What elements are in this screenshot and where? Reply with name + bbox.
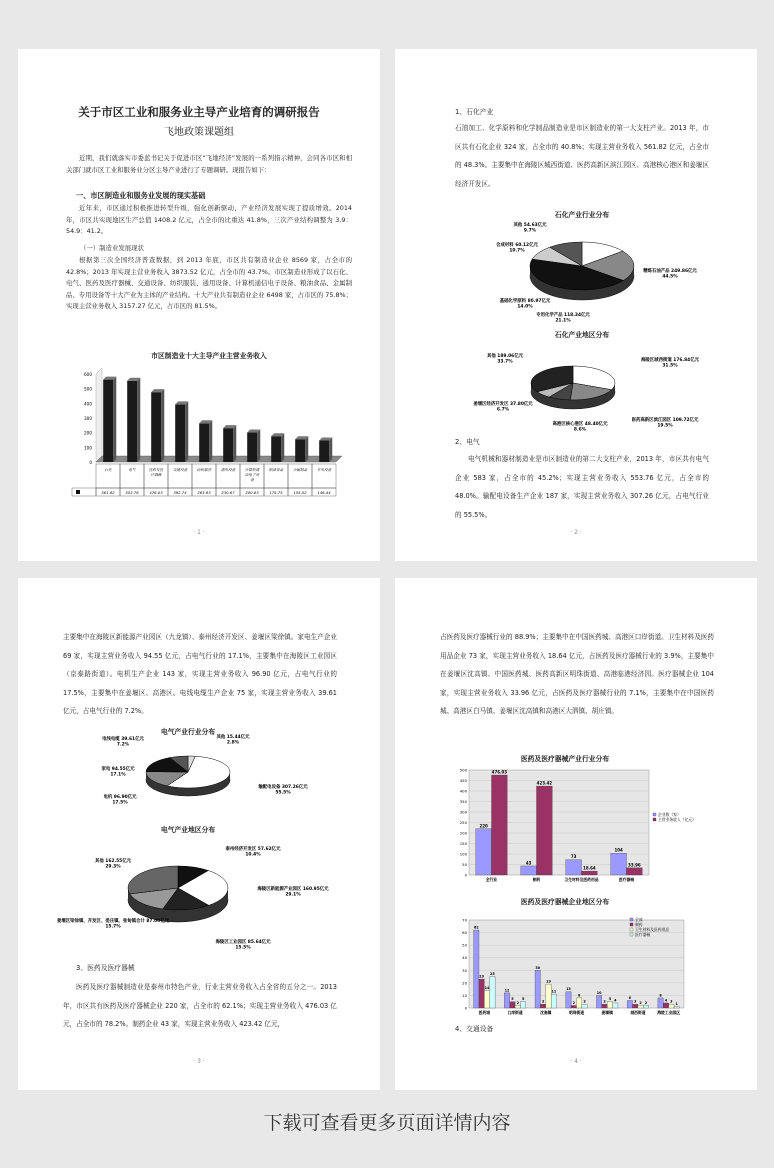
bar [474, 930, 479, 1008]
document-page-3 [18, 578, 380, 1090]
data-label: 175.75 [269, 490, 283, 495]
download-more-banner[interactable]: 下载可查看更多页面详情内容 [263, 1112, 511, 1134]
data-label: 230.67 [221, 490, 235, 495]
legend-swatch [76, 490, 80, 494]
x-tick-label: 通用设备 [220, 468, 236, 472]
data-label: 5 [511, 997, 514, 1002]
slice-label: 基础化学原料 80.97亿元 [499, 299, 551, 304]
x-tick-label: 海陵工业园区 [657, 1010, 681, 1015]
slice-label: 精炼石油产品 249.86亿元 [643, 269, 697, 274]
data-label: 392.74 [173, 490, 187, 495]
x-tick-label: 明珠街道 [568, 1010, 585, 1015]
bar [515, 1005, 520, 1008]
bar-chart-pharma-region [455, 908, 705, 1018]
page-number: · 1 · [193, 529, 205, 536]
document-page-1 [18, 49, 380, 561]
page-number: · 3 · [193, 1058, 205, 1065]
bar [476, 829, 492, 875]
bar [492, 775, 508, 875]
slice-label: 专用化学产品 118.34亿元 [536, 313, 590, 318]
slice-percent: 29.3% [105, 864, 121, 870]
bar [658, 998, 663, 1008]
bar [551, 994, 556, 1008]
data-label: 4 [614, 998, 617, 1003]
page-number: · 2 · [570, 529, 582, 536]
bar [571, 1005, 576, 1008]
bar [596, 995, 601, 1008]
data-label: 8 [578, 993, 581, 998]
slice-label: 海陵区工业园区 85.64亿元 [215, 940, 271, 945]
y-tick-label: 100 [459, 851, 467, 857]
y-tick-label: 150 [459, 841, 467, 846]
slice-label: 其他 15.44亿元 [216, 735, 250, 740]
data-label: 25 [490, 972, 495, 977]
x-tick-label: 制药 [532, 877, 541, 882]
y-tick-label: 300 [459, 809, 467, 815]
bar [490, 977, 495, 1008]
data-label: 3 [583, 999, 586, 1004]
data-label: 4 [664, 998, 668, 1003]
legend-label: 主营业务收入（亿元） [658, 817, 696, 822]
plot-area [469, 920, 684, 1008]
bar [546, 984, 551, 1008]
bar [535, 970, 540, 1008]
slice-percent: 8.6% [573, 427, 587, 433]
y-tick-label: 70 [462, 917, 467, 923]
bar [643, 1005, 648, 1008]
slice-label: 合成材料 60.12亿元 [496, 243, 538, 248]
data-label: 23 [479, 974, 485, 979]
section-heading: 4、交通设备 [455, 1025, 494, 1033]
data-label: 12 [504, 988, 510, 993]
y-tick-label: 40 [462, 955, 467, 961]
slice-percent: 17.1% [110, 772, 126, 778]
paragraph: 电气机械和器材制造业是市区制造业的第二大支柱产业，2013 年，市区共有电气企业 583 家，占全市的 45.2%；实现主营业务收入 553.76 亿元，占全市的 48.0%。输配电设备生产企业 187 家，实现主营业务收入 307.26 亿元，占电气行业的 55.5%。 [455, 455, 709, 519]
slice-label: 其他 189.06亿元 [486, 354, 524, 359]
legend-swatch [630, 918, 633, 921]
bar [582, 871, 598, 875]
bar [127, 381, 137, 462]
data-label: 11 [551, 989, 557, 994]
pie-chart-electrical-region [56, 840, 329, 951]
x-tick-label: 卫生材料及医药用品 [564, 877, 599, 882]
bar [566, 860, 582, 875]
y-tick-label: 60 [462, 930, 467, 936]
bar [271, 436, 281, 462]
page-number: · 4 · [570, 1058, 582, 1065]
y-tick-label: 0 [89, 460, 92, 465]
data-label: 8 [659, 993, 662, 998]
document-page-2 [395, 49, 757, 561]
x-tick-label: 粮油食品 [268, 468, 284, 472]
data-label: 104 [614, 847, 623, 853]
slice-percent: 10.4% [245, 852, 261, 858]
chart-title: 电气产业地区分布 [160, 826, 216, 834]
legend-label: 卫生材料及医药用品 [635, 927, 670, 932]
y-tick-label: 500 [84, 386, 92, 392]
data-label: 43 [525, 860, 532, 866]
y-tick-label: 200 [84, 430, 92, 436]
x-tick-label: 全行业 [485, 877, 498, 882]
bar [479, 979, 484, 1008]
slice-label: 医药高新区滨江园区 109.72亿元 [631, 418, 699, 423]
slice-label: 高港区核心港区 48.40亿元 [552, 422, 608, 427]
pie-chart-petrochemical-region [455, 343, 709, 431]
data-label: 5 [608, 997, 612, 1002]
section-heading: 2、电气 [455, 438, 480, 446]
bar [540, 1004, 545, 1008]
bar-side [305, 436, 308, 462]
bar [669, 1004, 674, 1008]
slice-percent: 15.7% [105, 924, 121, 930]
bar [627, 1000, 632, 1008]
slice-percent: 2.8% [226, 740, 240, 746]
data-label: 62 [473, 925, 479, 930]
data-label: 476.03 [149, 490, 163, 495]
x-tick-label-cont: 疗器械 [150, 473, 162, 477]
slice-percent: 15.5% [235, 945, 251, 951]
y-tick-label: 500 [459, 767, 467, 773]
bar-side [257, 430, 260, 462]
bar-side [233, 425, 236, 462]
bar [627, 868, 643, 875]
legend-label: 全部 [635, 917, 643, 922]
data-label: 30 [535, 965, 541, 970]
slice-percent: 33.7% [497, 359, 513, 365]
x-tick-label: 城西街道 [630, 1010, 646, 1015]
bar [607, 1002, 612, 1008]
data-label: 423.42 [536, 780, 553, 786]
bar [582, 1004, 587, 1008]
data-label: 2 [516, 1000, 519, 1005]
paragraph-2: 根据第三次全国经济普查数据，到 2013 年底，市区共有制造业企业 8569 家，占全市的 42.8%；2013 年实现主营业务收入 3873.52 亿元，占全市的 43.7%。市区制造业形成了以石化、电气、医药及医疗器械、交通设备、纺织服装、通用设备、计算机通信电子设备、粮油食品、金属制品、专用设备等十大产业为主体的产业结构。十大产业共有制造业企业 6498 家，占市区的 75.8%；实现主营业务收入 3157.27 亿元，占市区的 81.5%。 [66, 256, 352, 311]
data-label: 33.96 [628, 862, 641, 868]
section-heading: 3、医药及医疗器械 [76, 964, 135, 972]
bar [521, 866, 537, 875]
x-tick-label-cont: 信电子设 [244, 473, 260, 477]
chart-title: 石化产业地区分布 [554, 331, 610, 339]
legend-swatch [653, 813, 656, 816]
bar [577, 998, 582, 1008]
x-tick-label-cont: 备 [250, 478, 254, 482]
slice-percent: 14.0% [517, 304, 533, 310]
slice-percent: 19.5% [657, 423, 673, 429]
bar-side [161, 389, 164, 462]
data-label: 1 [675, 1002, 678, 1007]
slice-label: 海陵区新能源产业园区 160.95亿元 [257, 887, 329, 892]
chart-side-wall [96, 368, 102, 462]
bar [674, 1007, 679, 1008]
x-tick-label: 专用设备 [316, 468, 332, 472]
bar [175, 404, 185, 462]
x-tick-label: 交通设备 [172, 468, 188, 472]
data-label: 3 [634, 999, 637, 1004]
data-label: 3 [670, 999, 673, 1004]
bar-side [113, 377, 116, 462]
slice-percent: 10.7% [509, 248, 525, 254]
slice-label: 输配电设备 307.26亿元 [258, 785, 308, 790]
data-label: 200.83 [245, 490, 259, 495]
y-tick-label: 20 [462, 980, 467, 986]
document-page-4 [395, 578, 757, 1090]
bar [504, 993, 509, 1008]
y-tick-label: 0 [464, 872, 467, 878]
bar [663, 1003, 668, 1008]
y-tick-label: 400 [84, 401, 92, 407]
legend-swatch [630, 923, 633, 926]
paragraph: 主要集中在海陵区新能源产业园区（九龙镇）、泰州经济开发区、姜堰区梁徐镇。家电生产企业 69 家，实现主营业务收入 94.55 亿元，占电气行业的 17.1%，主要集中在海陵区工业园区（京泰路街道）。电机生产企业 143 家，实现主营业务收入 96.90 亿元，占电气行业的 17.5%，主要集中在姜堰区、高港区。电线电缆生产企业 75 家，实现主营业务收入 39.61 亿元，占电气行业的 7.2%。 [63, 633, 337, 715]
data-label: 18.64 [583, 865, 596, 871]
bar [633, 1004, 638, 1008]
slice-percent: 31.5% [662, 363, 678, 369]
slice-percent: 7.2% [116, 742, 130, 748]
data-label: 73 [570, 854, 577, 860]
slice-percent: 44.5% [662, 274, 678, 280]
chart-title: 电气产业行业分布 [160, 728, 216, 736]
data-label: 2 [639, 1000, 642, 1005]
y-tick-label: 350 [459, 799, 467, 804]
bar-side [137, 378, 140, 462]
x-tick-label: 纺织服装 [196, 468, 212, 472]
slice-percent: 21.1% [555, 318, 571, 324]
bar-side [185, 401, 188, 462]
data-label: 561.82 [101, 490, 115, 495]
bar [602, 1004, 607, 1008]
legend-label: 医疗器械 [635, 932, 651, 937]
bar [613, 1003, 618, 1008]
legend-swatch [630, 928, 633, 931]
x-tick-label: 计算机通 [244, 468, 260, 472]
data-label: 2 [644, 1000, 648, 1005]
bar [638, 1005, 643, 1008]
chart-title: 石化产业行业分布 [554, 211, 610, 219]
legend-swatch [653, 818, 656, 821]
bar [319, 441, 329, 462]
slice-label: 海陵区城西街道 176.84亿元 [641, 358, 699, 363]
paragraph-1: 近年来，市区通过积极推进转型升级，强化创新驱动，产业经济发展实现了提质增效。2014 年，市区共实现地区生产总值 1408.2 亿元，占全市的比重达 41.8%，三次产业结构调整为 3.9：54.9：41.2。 [66, 204, 352, 236]
slice-label: 其他 54.63亿元 [513, 223, 547, 228]
chart-title: 医药及医疗器械企业地区分布 [520, 898, 610, 906]
pie-chart-petrochemical-industry [455, 224, 709, 324]
x-tick-label: 医药城 [478, 1010, 491, 1015]
x-tick-label: 口岸街道 [507, 1010, 523, 1015]
data-label: 3 [541, 999, 545, 1004]
data-label: 2 [572, 1000, 575, 1005]
pie-chart-electrical-industry [58, 735, 328, 813]
bar-chart-top-ten-industries [66, 367, 356, 497]
bar-side [209, 420, 212, 462]
y-tick-label: 400 [459, 788, 467, 794]
slice-label: 泰州经济开发区 57.62亿元 [225, 847, 281, 852]
x-tick-label: 沈高镇 [540, 1010, 552, 1015]
chart-title: 医药及医疗器械产业行业分布 [520, 755, 610, 763]
x-tick-label: 姜堰镇 [601, 1010, 613, 1015]
slice-label: 姜堰区经济开发区 37.80亿元 [473, 402, 533, 407]
y-tick-label: 250 [459, 820, 467, 825]
bar [223, 428, 233, 462]
data-label: 3 [603, 999, 606, 1004]
data-label: 14 [484, 985, 490, 990]
y-tick-label: 100 [84, 445, 92, 451]
slice-percent: 17.5% [112, 800, 128, 806]
subsection-heading: （一）制造业发展现状 [80, 244, 144, 252]
slice-percent: 55.5% [275, 790, 291, 796]
legend-swatch [630, 933, 633, 936]
slice-percent: 9.7% [523, 228, 537, 234]
x-tick-label: 电气 [128, 468, 136, 472]
bar [510, 1002, 515, 1008]
x-tick-label: 医药及医 [148, 468, 164, 472]
bar-side [281, 433, 284, 462]
data-label: 220 [479, 823, 488, 829]
bar [484, 990, 489, 1008]
slice-label: 电线电缆 39.61亿元 [102, 737, 144, 742]
data-label: 263.83 [197, 490, 211, 495]
section-heading: 1、石化产业 [455, 108, 494, 116]
data-label: 19 [546, 979, 551, 984]
y-tick-label: 450 [459, 778, 467, 783]
bar [611, 853, 627, 875]
bar [199, 423, 209, 462]
y-tick-label: 200 [459, 830, 467, 836]
data-label: 5 [521, 997, 525, 1002]
x-tick-label: 石化 [104, 468, 112, 472]
bar [247, 433, 257, 462]
legend-label: 企业数（家） [658, 812, 681, 817]
section-heading-1: 一、市区制造业和服务业发展的现实基础 [76, 191, 206, 200]
legend-label: 制药 [635, 922, 643, 927]
bar [103, 380, 113, 462]
y-tick-label: 10 [462, 992, 467, 998]
report-title: 关于市区工业和服务业主导产业培育的调研报告 [78, 105, 320, 119]
y-tick-label: 600 [84, 372, 92, 377]
y-tick-label: 30 [462, 967, 467, 973]
bar [151, 392, 161, 462]
slice-label: 家电 94.55亿元 [101, 767, 135, 772]
data-label: 146.44 [317, 490, 331, 495]
slice-label: 其他 162.55亿元 [94, 859, 132, 864]
y-tick-label: 300 [84, 416, 92, 421]
paragraph: 医药及医疗器械制造业是泰州市特色产业，行业主营业务收入占全省的五分之一。2013 年，市区共有医药及医疗器械企业 220 家，占全市的 62.1%；实现主营业务收入 476.03 亿元，占全市的 78.2%。制药企业 43 家，实现主营业务收入 423.42 亿元， [63, 983, 337, 1028]
table-legend-cell [72, 488, 96, 496]
data-label: 553.76 [125, 490, 139, 495]
slice-percent: 6.7% [496, 407, 510, 413]
chart-title: 市区制造业十大主导产业主营业务收入 [151, 352, 267, 360]
report-subtitle: 飞地政策课题组 [164, 127, 234, 138]
data-label: 155.52 [293, 490, 307, 495]
paragraph: 占医药及医疗器械行业的 88.9%；主要集中在中国医药城、高港区口岸街道。卫生材料及医药用品企业 73 家，实现主营业务收入 18.64 亿元，占医药及医疗器械行业的 3.9%，主要集中在姜堰区沈高镇、中国医药城、医药高新区明珠街道、高港临港经济园。医疗器械企业 104 家，实现主营业务收入 33.96 亿元，占医药及医疗器械行业的 7.1%，主要集中在中国医药城、高港区白马镇、姜堰区沈高镇和高港区大泗镇、胡庄镇。 [440, 633, 714, 715]
x-tick-label: 金属制品 [292, 468, 308, 472]
data-label: 13 [566, 987, 571, 992]
data-label: 6 [628, 995, 632, 1000]
y-tick-label: 0 [464, 1005, 467, 1011]
bar [537, 786, 553, 875]
y-tick-label: 50 [462, 862, 467, 867]
slice-percent: 29.1% [285, 892, 301, 898]
bar-chart-pharma-industry [455, 763, 705, 883]
paragraph: 石油加工、化学原料和化学制品制造业是市区制造业的第一大支柱产业。2013 年，市区共有石化企业 324 家，占全市的 40.8%；实现主营业务收入 561.82 亿元，占全市的 48.3%。主要集中在海陵区城西街道、医药高新区滨江园区、高港核心港区和姜堰区经济开发区。 [455, 124, 709, 188]
slice-label: 电机 96.90亿元 [103, 795, 137, 800]
slice-label: 姜堰区梁徐镇、开发区、娄庄镇、张甸镇合计 87.00亿元 [56, 919, 170, 924]
intro-paragraph: 近期，我们就落实市委蓝书记关于促进市区“飞地经济”发展的一系列指示精神，会同各市区和相关部门就市区工业和服务业分区主导产业进行了专题调研。现报告如下： [66, 154, 352, 174]
bar [295, 439, 305, 462]
x-tick-label: 医疗器械 [618, 877, 635, 882]
bar [520, 1002, 525, 1008]
bar-side [329, 438, 332, 462]
bar [566, 992, 571, 1008]
data-label: 10 [596, 990, 602, 995]
data-label: 476.03 [491, 769, 508, 775]
y-tick-label: 50 [462, 942, 467, 948]
